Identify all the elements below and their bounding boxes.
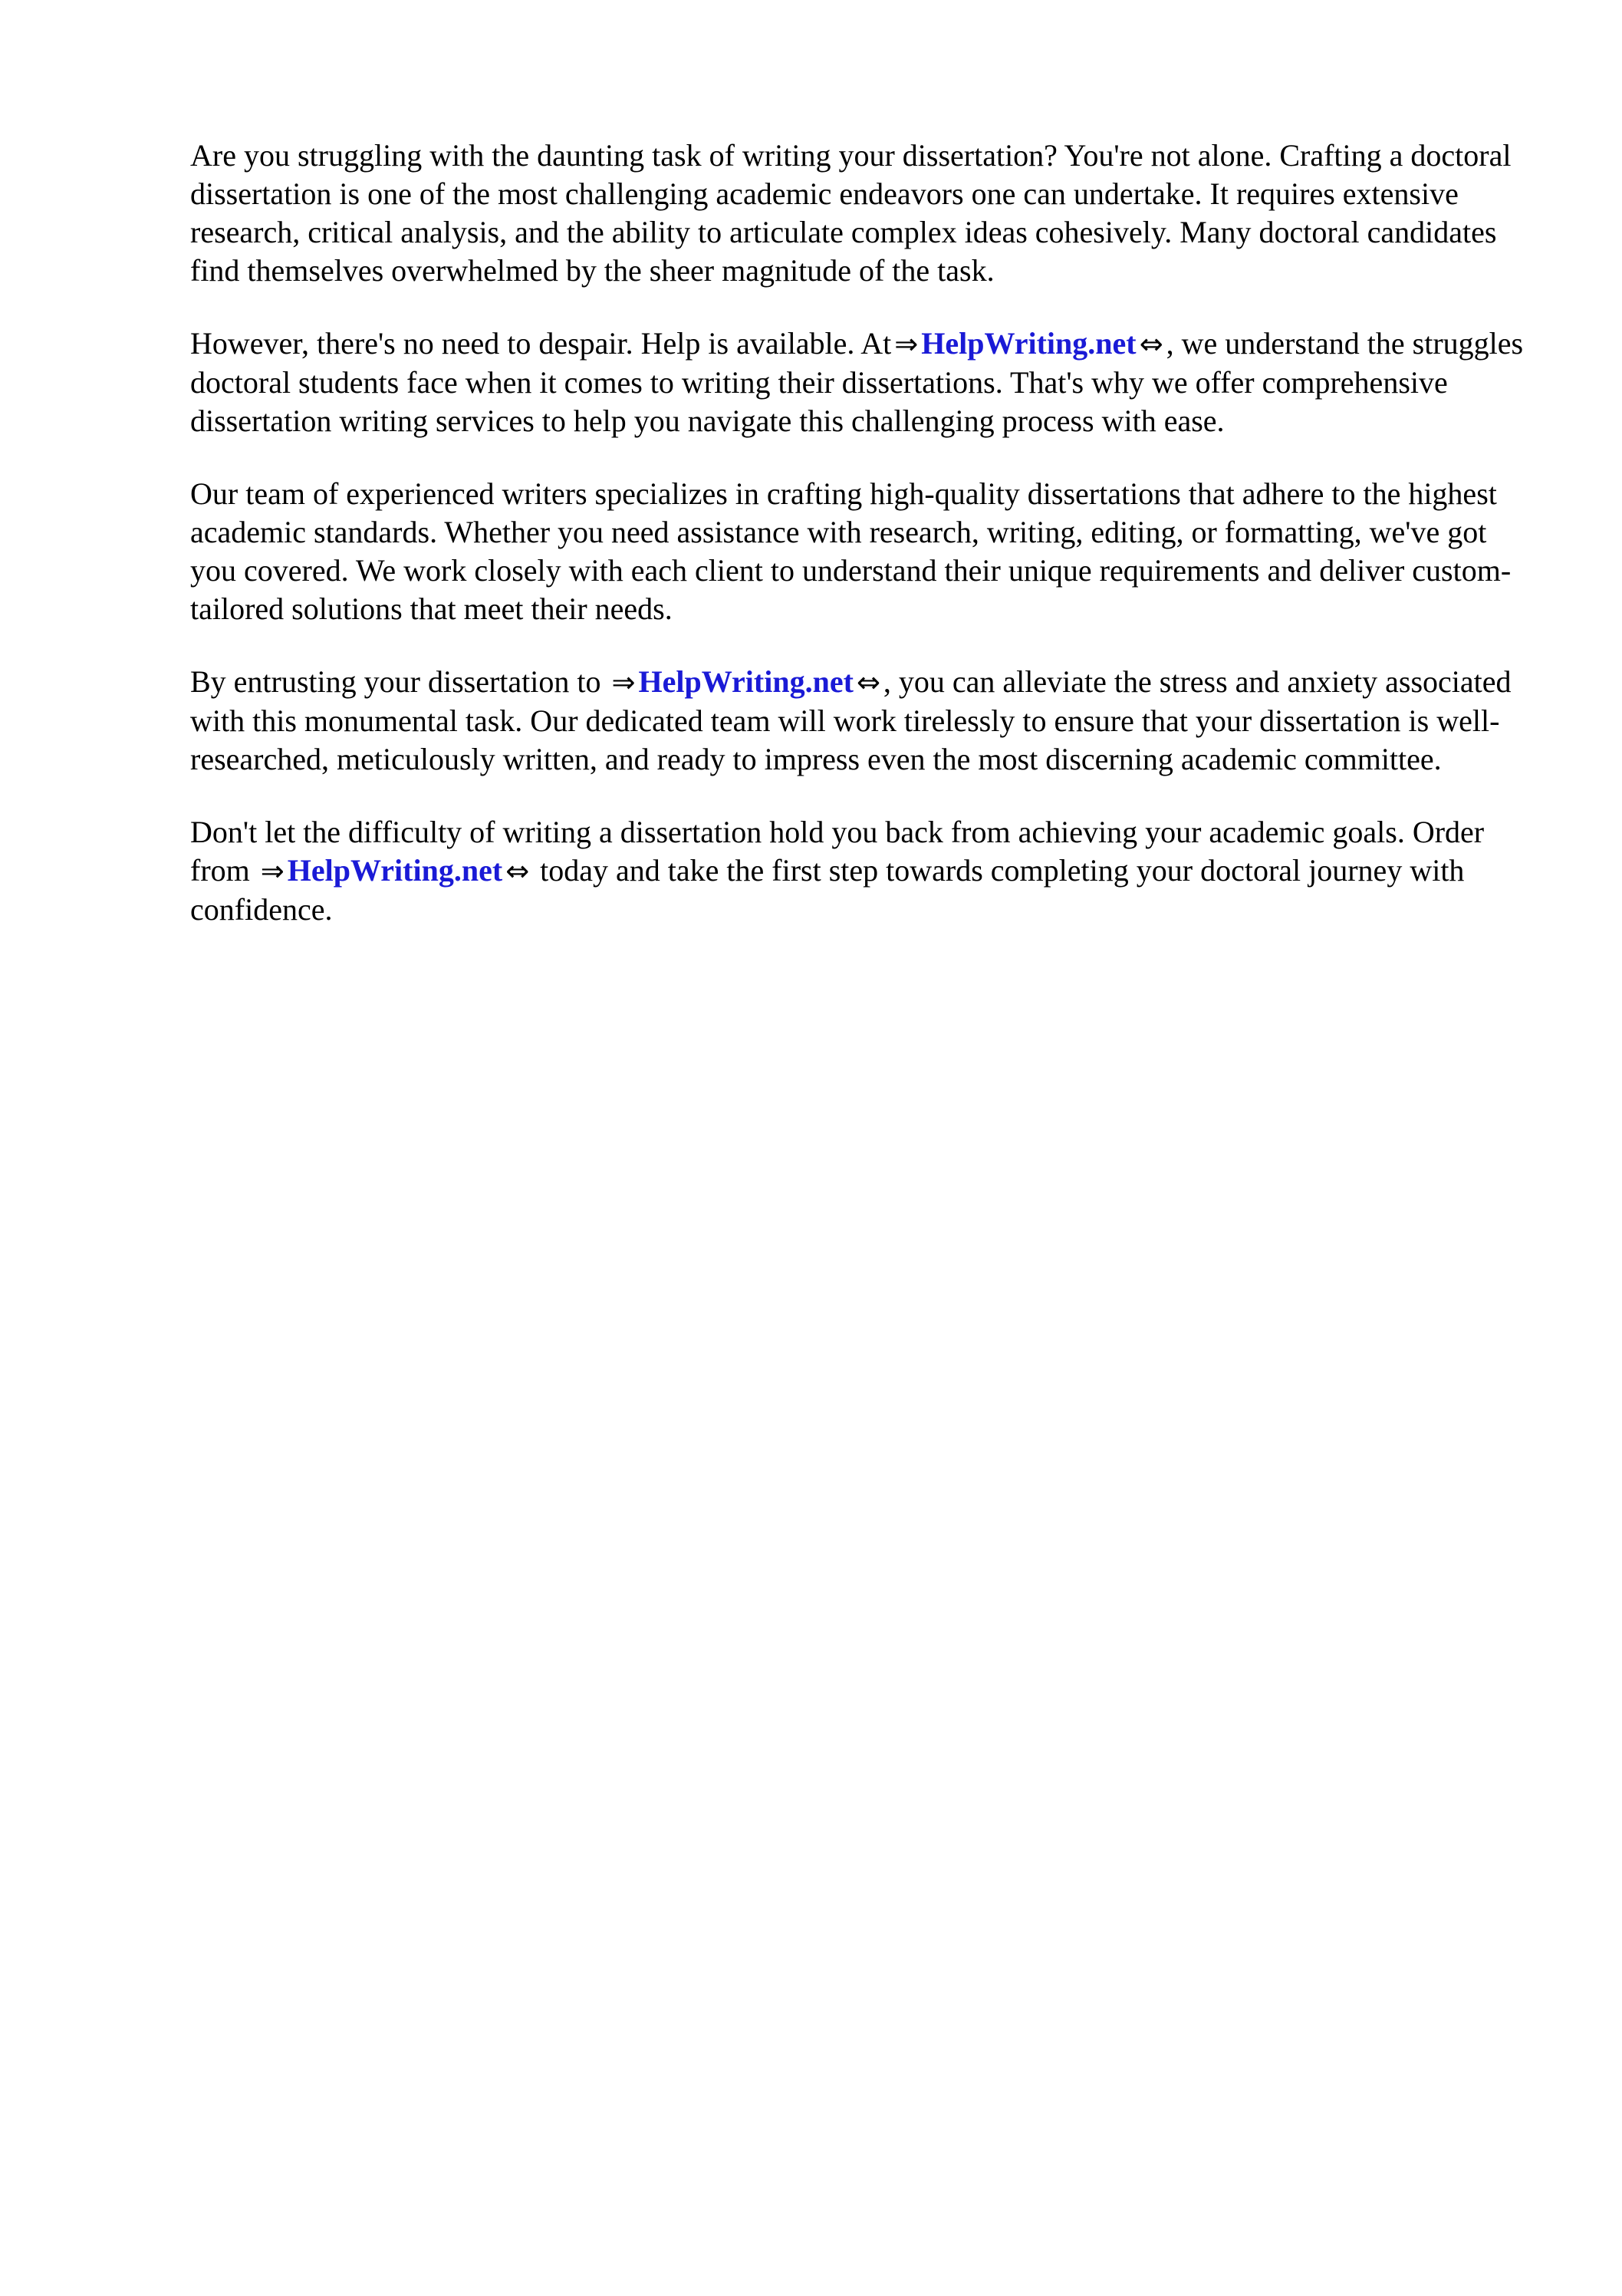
paragraph-help-before: However, there's no need to despair. Help is available. At [190, 326, 892, 361]
double-arrow-icon: ⇔ [1139, 328, 1163, 361]
paragraph-entrust [190, 663, 1525, 779]
paragraph-order [190, 813, 1525, 929]
paragraph-entrust-after: , you can alleviate the stress and anxiety associated with this monumental task. Our dedicated team will work tirelessly to ensure that your dissertation is well-researched, meticulously written, and ready to impress even the most discerning academic committee. [190, 664, 1512, 776]
double-arrow-icon: ⇔ [856, 666, 880, 699]
right-arrow-icon: ⇒ [611, 666, 636, 699]
paragraph-intro: Are you struggling with the daunting task of writing your dissertation? You're not alone. Crafting a doctoral dissertation is one of the most challenging academic endeavors one can undertake. It requires extensive research, critical analysis, and the ability to articulate complex ideas cohesively. Many doctoral candidates find themselves overwhelmed by the sheer magnitude of the task. [190, 138, 1512, 288]
double-arrow-icon: ⇔ [505, 855, 530, 888]
helpwriting-link[interactable]: HelpWriting.net [287, 853, 503, 888]
paragraph-order-before: Don't let the difficulty of writing a dissertation hold you back from achieving your academic goals. Order from [190, 815, 1485, 888]
paragraph-team: Our team of experienced writers specializes in crafting high-quality dissertations that adhere to the highest academic standards. Whether you need assistance with research, writing, editing, or formatting, we've got you covered. We work closely with each client to understand their unique requirements and deliver custom-tailored solutions that meet their needs. [190, 476, 1512, 626]
right-arrow-icon: ⇒ [260, 855, 285, 888]
paragraph-order-after: today and take the first step towards completing your doctoral journey with confidence. [190, 853, 1465, 927]
helpwriting-link[interactable]: HelpWriting.net [921, 326, 1137, 361]
paragraph-help-after: , we understand the struggles doctoral students face when it comes to writing their dissertations. That's why we offer comprehensive dissertation writing services to help you navigate this challenging process with ease. [190, 326, 1524, 438]
right-arrow-icon: ⇒ [894, 328, 919, 361]
document-body [190, 137, 1525, 964]
helpwriting-link[interactable]: HelpWriting.net [638, 664, 854, 699]
paragraph-entrust-before: By entrusting your dissertation to [190, 664, 601, 699]
paragraph-help [190, 324, 1525, 440]
